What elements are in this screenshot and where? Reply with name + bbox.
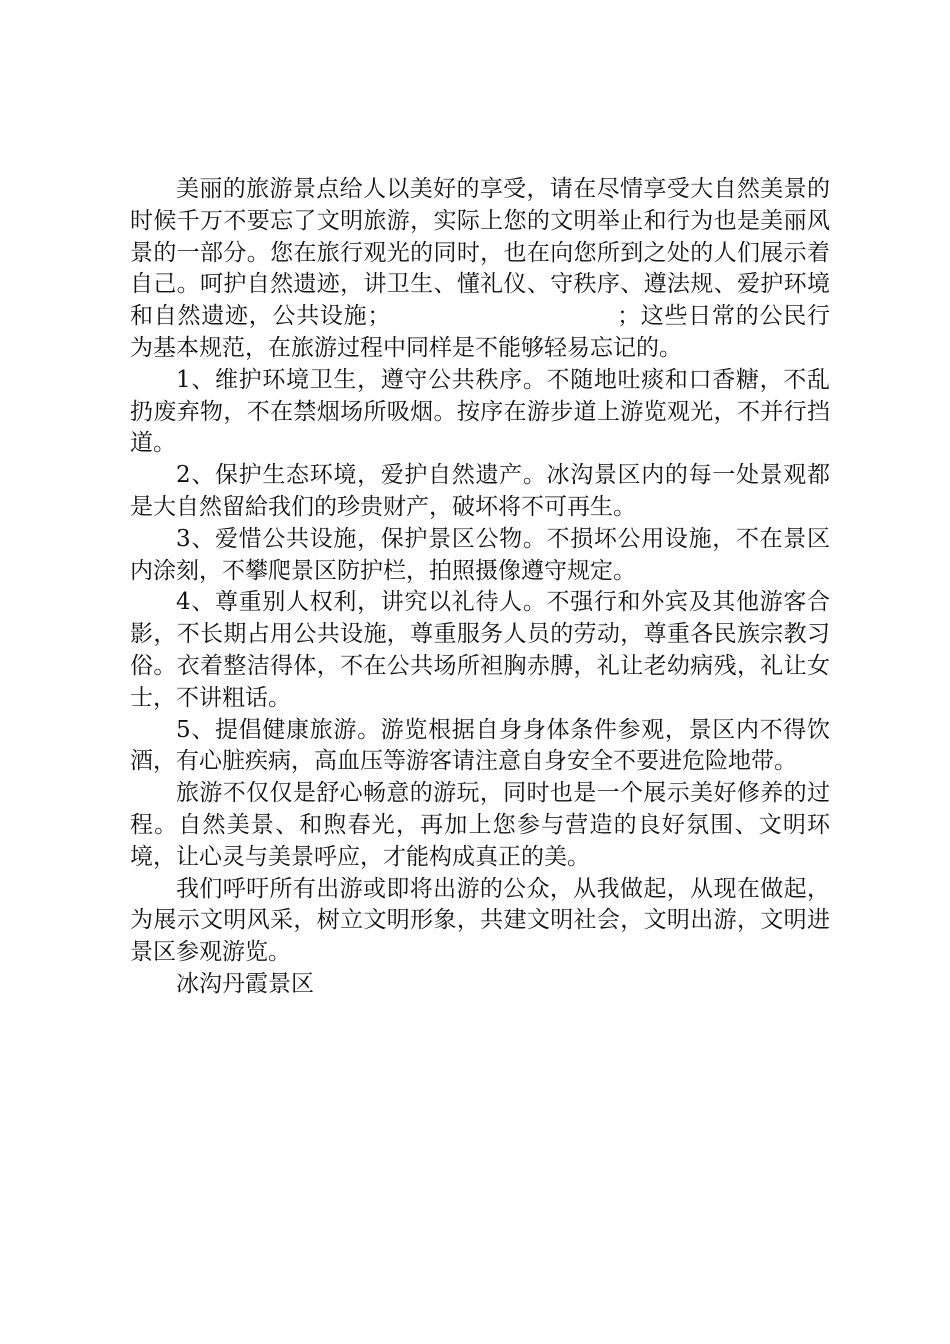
rule-2-paragraph: 2、保护生态环境，爱护自然遗产。冰沟景区内的每一处景观都是大自然留給我们的珍贵财产，破坏将不可再生。 xyxy=(130,462,830,520)
appeal-paragraph: 我们呼吁所有出游或即将出游的公众，从我做起，从现在做起，为展示文明风采，树立文明形象，共建文明社会，文明出游，文明进景区参观游览。 xyxy=(130,875,830,966)
document-body xyxy=(130,174,830,1001)
rule-3-paragraph: 3、爱惜公共设施，保护景区公物。不损坏公用设施，不在景区内涂刻，不攀爬景区防护栏，拍照摄像遵守规定。 xyxy=(130,525,830,584)
rule-4-paragraph: 4、尊重别人权利，讲究以礼待人。不强行和外宾及其他游客合影，不长期占用公共设施，尊重服务人员的劳动，尊重各民族宗教习俗。衣着整洁得体，不在公共场所袒胸赤膊，礼让老幼病残，礼让女士，不讲粗话。 xyxy=(130,589,830,711)
intro-paragraph: 美丽的旅游景点给人以美好的享受，请在尽情享受大自然美景的时候千万不要忘了文明旅游，实际上您的文明举止和行为也是美丽风景的一部分。您在旅行观光的同时，也在向您所到之处的人们展示着自己。呵护自然遗迹，讲卫生、懂礼仪、守秩序、遵法规、爱护环境和自然遗迹，公共设施； ；这些日常的公民行为基本规范，在旅游过程中同样是不能够轻易忘记的。 xyxy=(130,176,830,361)
rule-5-paragraph: 5、提倡健康旅游。游览根据自身身体条件参观，景区内不得饮酒，有心脏疾病，高血压等游客请注意自身安全不要进危险地带。 xyxy=(130,716,830,775)
signature: 冰沟丹霞景区 xyxy=(176,970,314,997)
closing-paragraph: 旅游不仅仅是舒心畅意的游玩，同时也是一个展示美好修养的过程。自然美景、和煦春光，再加上您参与营造的良好氛围、文明环境，让心灵与美景呼应，才能构成真正的美。 xyxy=(130,780,830,870)
rule-1-paragraph: 1、维护环境卫生，遵守公共秩序。不随地吐痰和口香糖，不乱扔废弃物，不在禁烟场所吸烟。按序在游步道上游览观光，不并行挡道。 xyxy=(130,366,830,457)
